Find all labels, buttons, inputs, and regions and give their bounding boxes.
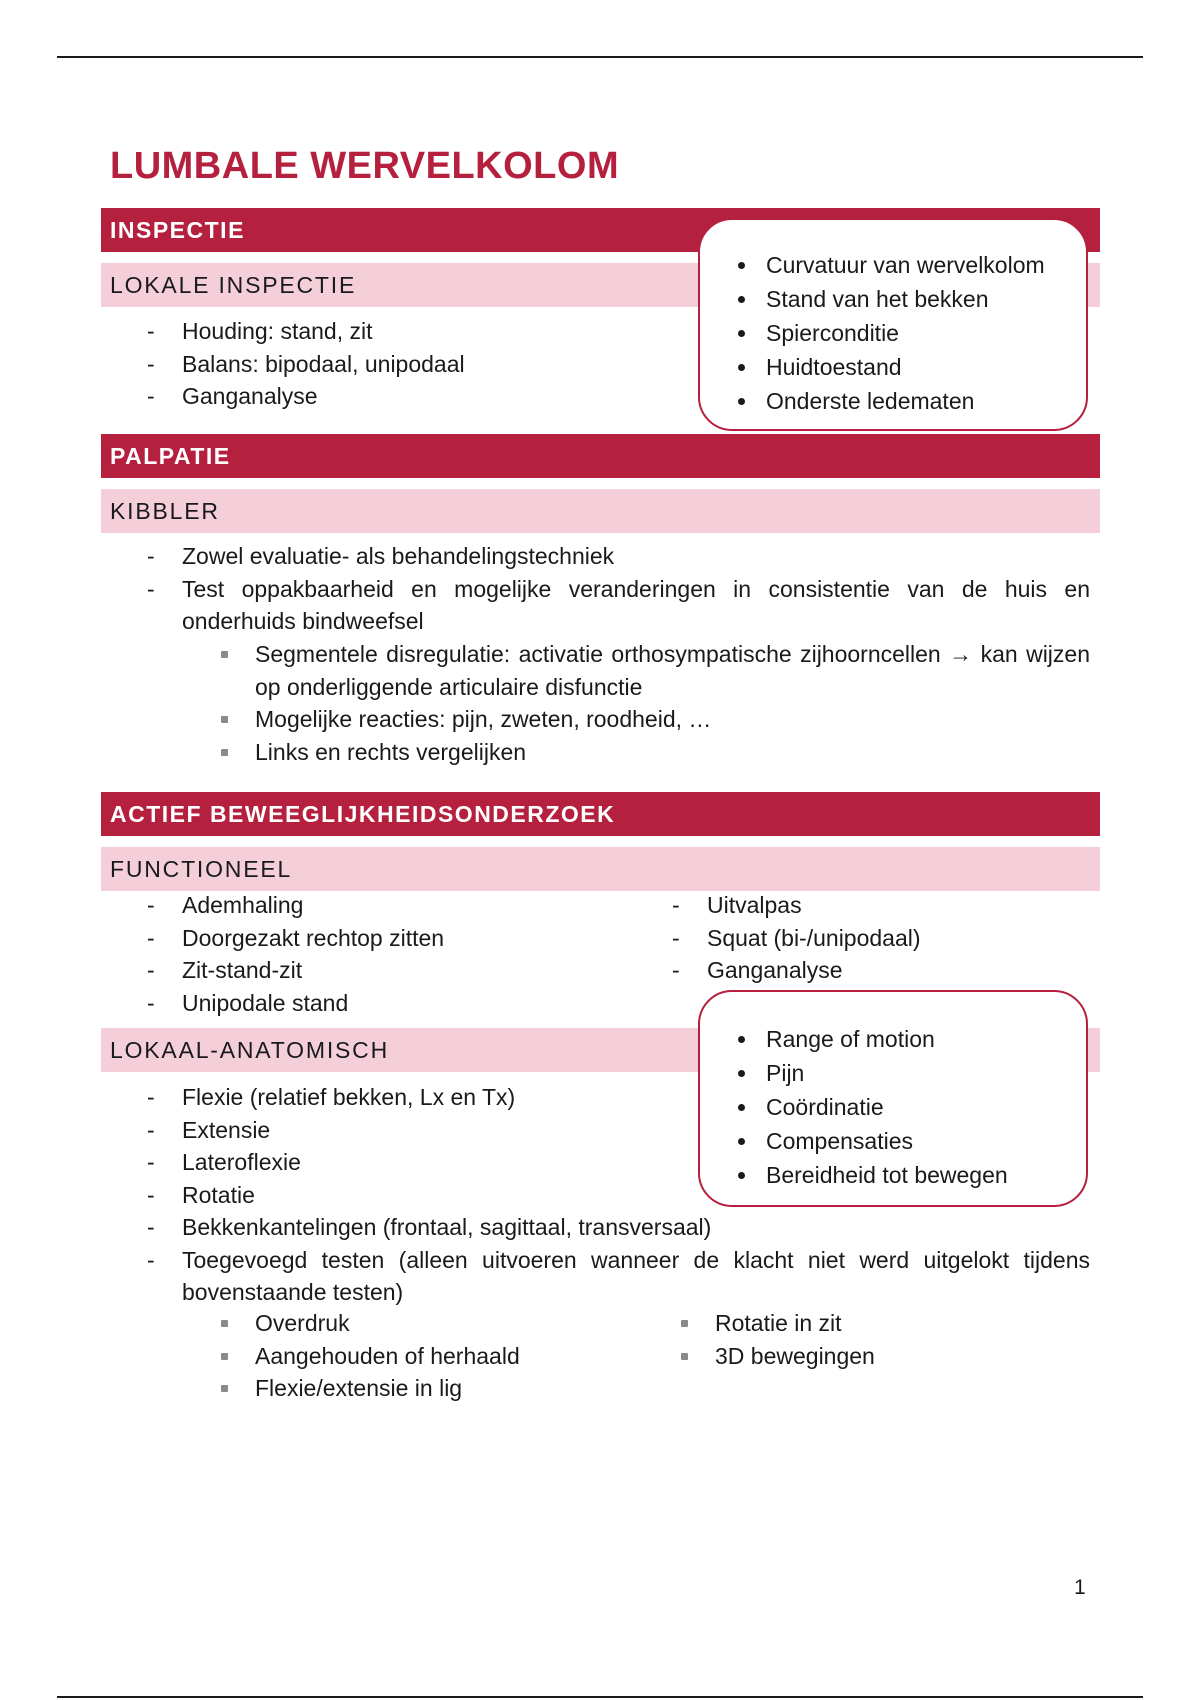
functioneel-list-right: [672, 889, 1092, 987]
list-item: - Toegevoegd testen (alleen uitvoeren wanneer de klacht niet werd uitgelokt tijdens bovenstaande testen): [147, 1244, 1090, 1309]
callout-item: Compensaties: [766, 1124, 1086, 1158]
list-item: - Doorgezakt rechtop zitten: [147, 922, 647, 955]
list-item: - Zit-stand-zit: [147, 954, 647, 987]
list-item: - Lateroflexie: [147, 1146, 1090, 1179]
list-item: - Ganganalyse: [672, 954, 1092, 987]
palpatie-sub-list: [219, 638, 1090, 768]
list-item: - Balans: bipodaal, unipodaal: [147, 348, 687, 381]
lokaal-sub-list-right: [679, 1307, 1079, 1372]
section-header-palpatie: PALPATIE: [101, 434, 1100, 478]
list-item: Links en rechts vergelijken: [219, 736, 1090, 769]
callout-item: Coördinatie: [766, 1090, 1086, 1124]
subsection-header-functioneel: FUNCTIONEEL: [101, 847, 1100, 891]
page-title: LUMBALE WERVELKOLOM: [110, 145, 620, 187]
palpatie-list: [147, 540, 1090, 638]
list-item: Aangehouden of herhaald: [219, 1340, 639, 1373]
list-item: - Unipodale stand: [147, 987, 647, 1020]
section-header-actief-beweeglijkheidsonderzoek: ACTIEF BEWEEGLIJKHEIDSONDERZOEK: [101, 792, 1100, 836]
list-item: - Uitvalpas: [672, 889, 1092, 922]
list-item: - Ademhaling: [147, 889, 647, 922]
callout-item: Bereidheid tot bewegen: [766, 1158, 1086, 1192]
list-item: - Bekkenkantelingen (frontaal, sagittaal, transversaal): [147, 1211, 1090, 1244]
lokaal-callout-box: [698, 990, 1088, 1207]
list-item: - Zowel evaluatie- als behandelingstechniek: [147, 540, 1090, 573]
bottom-rule: [57, 1696, 1143, 1698]
callout-item: Onderste ledematen: [766, 384, 1086, 418]
list-item: - Extensie: [147, 1114, 1090, 1147]
lokaal-sub-list-left: [219, 1307, 639, 1405]
callout-item: Huidtoestand: [766, 350, 1086, 384]
list-item: - Houding: stand, zit: [147, 315, 687, 348]
callout-item: Spierconditie: [766, 316, 1086, 350]
list-item: - Ganganalyse: [147, 380, 687, 413]
page-number: 1: [1074, 1576, 1086, 1599]
callout-item: Curvatuur van wervelkolom: [766, 248, 1086, 282]
callout-item: Pijn: [766, 1056, 1086, 1090]
callout-item: Stand van het bekken: [766, 282, 1086, 316]
callout-item: Range of motion: [766, 1022, 1086, 1056]
list-item: Flexie/extensie in lig: [219, 1372, 639, 1405]
subsection-header-lokaal-anatomisch: LOKAAL-ANATOMISCH: [101, 1028, 1100, 1072]
list-item: 3D bewegingen: [679, 1340, 1079, 1373]
list-item: - Squat (bi-/unipodaal): [672, 922, 1092, 955]
list-item: Mogelijke reacties: pijn, zweten, roodheid, …: [219, 703, 1090, 736]
inspectie-list: [147, 315, 687, 413]
functioneel-list-left: [147, 889, 647, 1019]
list-item: - Flexie (relatief bekken, Lx en Tx): [147, 1081, 1090, 1114]
list-item: Rotatie in zit: [679, 1307, 1079, 1340]
list-item: - Rotatie: [147, 1179, 1090, 1212]
list-item: - Test oppakbaarheid en mogelijke veranderingen in consistentie van de huis en onderhuids bindweefsel: [147, 573, 1090, 638]
list-item: Segmentele disregulatie: activatie orthosympatische zijhoorncellen → kan wijzen op onderliggende articulaire disfunctie: [219, 638, 1090, 703]
subsection-header-kibbler: KIBBLER: [101, 489, 1100, 533]
list-item: Overdruk: [219, 1307, 639, 1340]
top-rule: [57, 56, 1143, 58]
subsection-header-lokale-inspectie: LOKALE INSPECTIE: [101, 263, 1100, 307]
section-header-inspectie: INSPECTIE: [101, 208, 1100, 252]
inspectie-callout-box: [698, 218, 1088, 431]
